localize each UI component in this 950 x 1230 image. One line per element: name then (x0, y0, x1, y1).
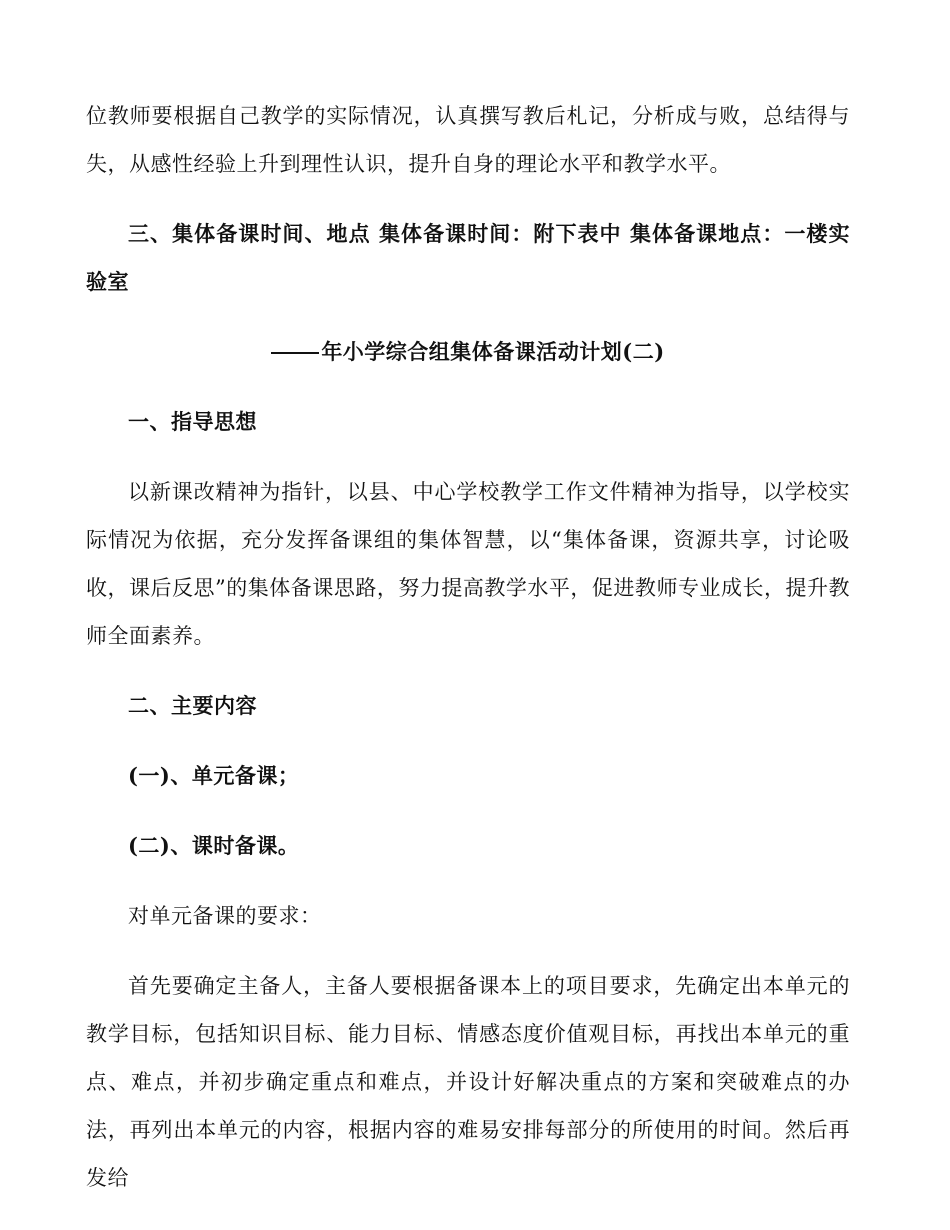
subheading-unit-prep: (一)、单元备课； (128, 763, 300, 788)
plan-title (86, 328, 850, 376)
label-unit-prep-requirements: 对单元备课的要求： (128, 904, 322, 928)
plan-title-text: 年小学综合组集体备课活动计划(二) (321, 339, 665, 364)
title-blank-underline (271, 352, 319, 354)
paragraph-unit-prep-requirements: 首先要确定主备人，主备人要根据备课本上的项目要求，先确定出本单元的教学目标，包括知识目标、能力目标、情感态度价值观目标，再找出本单元的重点、难点，并初步确定重点和难点，并设计好解决重点的方案和突破难点的办法，再列出本单元的内容，根据内容的难易安排每部分的所使用的时间。然后再发给 (86, 974, 850, 1190)
heading-main-content: 二、主要内容 (128, 693, 257, 718)
subheading-lesson-prep: (二)、课时备课。 (128, 833, 300, 858)
heading-guiding-ideology: 一、指导思想 (128, 409, 257, 434)
section-heading-time-location: 三、集体备课时间、地点 集体备课时间：附下表中 集体备课地点：一楼实验室 (86, 221, 850, 294)
paragraph-continuation: 位教师要根据自己教学的实际情况，认真撰写教后札记，分析成与败，总结得与失，从感性经验上升到理性认识，提升自身的理论水平和教学水平。 (86, 104, 850, 176)
paragraph-guiding-ideology: 以新课改精神为指针，以县、中心学校教学工作文件精神为指导，以学校实际情况为依据，充分发挥备课组的集体智慧，以“集体备课，资源共享，讨论吸收，课后反思”的集体备课思路，努力提高教学水平，促进教师专业成长，提升教师全面素养。 (86, 480, 850, 648)
document-page (86, 92, 850, 1230)
